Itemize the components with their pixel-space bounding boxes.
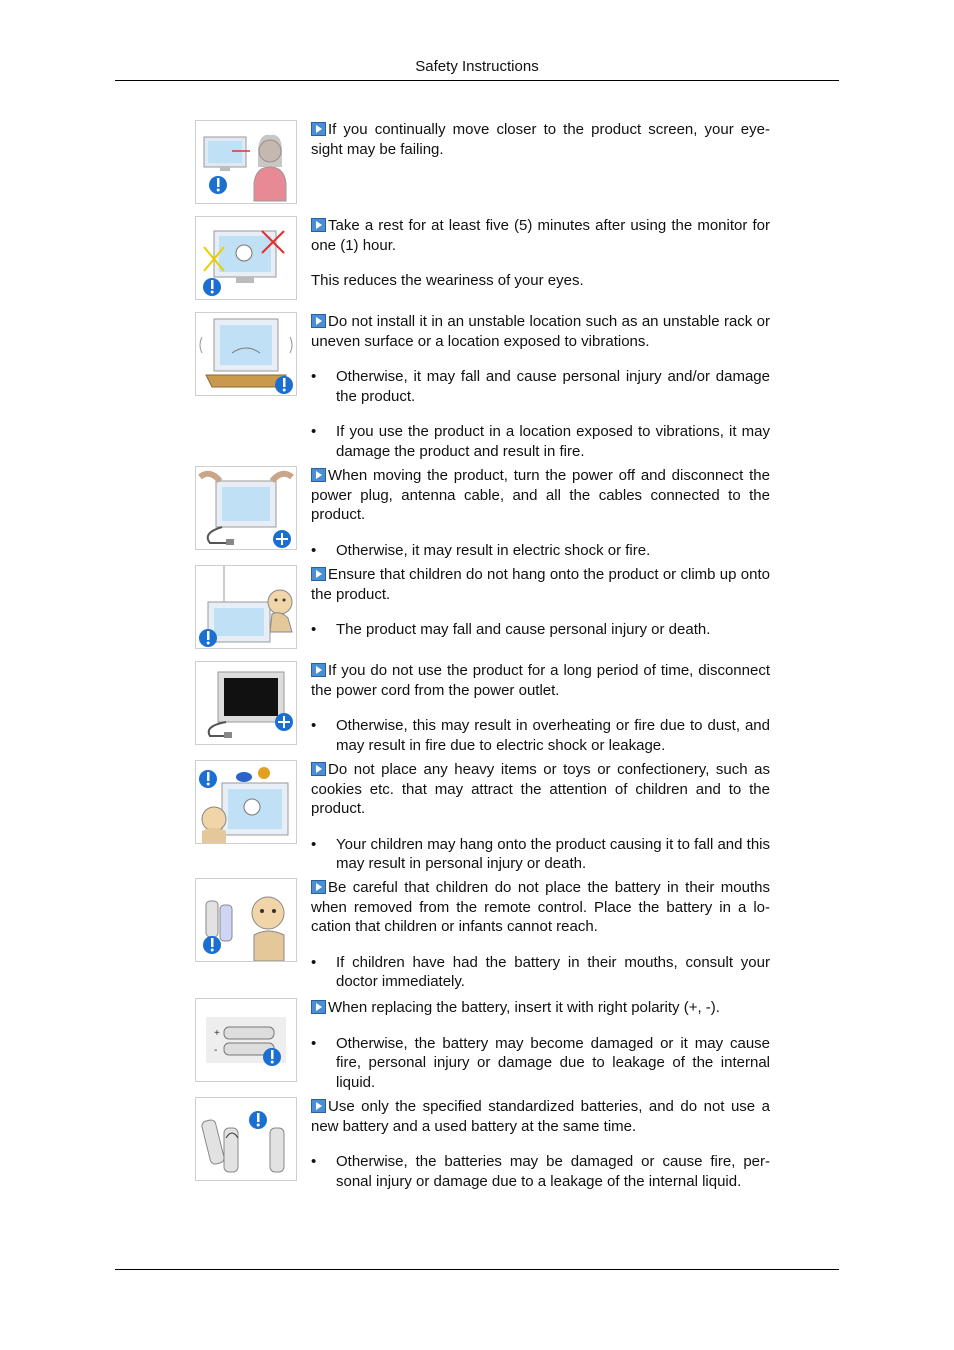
rest-eyes-warning-icon <box>195 216 297 300</box>
battery-polarity-warning-icon <box>195 998 297 1082</box>
blue-arrow-marker-icon <box>311 468 326 482</box>
footer-rule <box>115 1269 839 1270</box>
bullet-item: • The product may fall and cause personal injury or death. <box>311 621 711 638</box>
item-main-text: Be careful that children do not place the battery in their mouths when removed from the remote control. Place the battery in a lo-cation that children or infants cannot reach. <box>311 879 770 935</box>
bullet-item: • Otherwise, the batteries may be damaged or cause fire, per-sonal injury or damage due to a leakage of the internal liquid. <box>311 1153 770 1190</box>
item-extra-text: This reduces the weariness of your eyes. <box>311 272 584 289</box>
item-main-text: When replacing the battery, insert it with right polarity (+, -). <box>328 999 720 1016</box>
svg-text:-: - <box>214 1045 218 1056</box>
blue-arrow-marker-icon <box>311 122 326 136</box>
standard-batteries-warning-icon <box>195 1097 297 1181</box>
unstable-location-warning-icon <box>195 312 297 396</box>
moving-product-warning-icon <box>195 466 297 550</box>
bullet-item: • Your children may hang onto the product causing it to fall and this may result in personal injury or death. <box>311 835 770 872</box>
blue-arrow-marker-icon <box>311 567 326 581</box>
blue-arrow-marker-icon <box>311 218 326 232</box>
bullet-item: • If you use the product in a location exposed to vibrations, it may damage the product and result in fire. <box>311 423 770 460</box>
blue-arrow-marker-icon <box>311 880 326 894</box>
item-main-text: When moving the product, turn the power off and disconnect the power plug, antenna cable, and all the cables connected to the product. <box>311 467 770 523</box>
item-main-text: Use only the specified standardized batteries, and do not use a new battery and a used battery at the same time. <box>311 1098 770 1135</box>
item-main-text: Do not install it in an unstable location such as an unstable rack or uneven surface or a location exposed to vibrations. <box>311 313 770 350</box>
blue-arrow-marker-icon <box>311 762 326 776</box>
bullet-item: • Otherwise, it may fall and cause personal injury and/or damage the product. <box>311 368 770 405</box>
bullet-item: • Otherwise, the battery may become damaged or it may cause fire, personal injury or damage due to leakage of the internal liquid. <box>311 1034 770 1091</box>
svg-text:+: + <box>214 1028 220 1039</box>
battery-children-warning-icon <box>195 878 297 962</box>
item-main-text: If you do not use the product for a long period of time, disconnect the power cord from the power outlet. <box>311 662 770 699</box>
children-hanging-warning-icon <box>195 565 297 649</box>
blue-arrow-marker-icon <box>311 314 326 328</box>
blue-arrow-marker-icon <box>311 1000 326 1014</box>
bullet-item: • Otherwise, this may result in overheating or fire due to dust, and may result in fire due to electric shock or leakage. <box>311 717 770 754</box>
item-main-text: Ensure that children do not hang onto the product or climb up onto the product. <box>311 566 770 603</box>
page-header-title: Safety Instructions <box>415 58 539 75</box>
eye-closer-warning-icon <box>195 120 297 204</box>
header-rule <box>115 80 839 81</box>
bullet-item: • Otherwise, it may result in electric shock or fire. <box>311 541 651 559</box>
item-main-text: Take a rest for at least five (5) minutes after using the monitor for one (1) hour. <box>311 217 770 254</box>
blue-arrow-marker-icon <box>311 663 326 677</box>
item-main-text: If you continually move closer to the product screen, your eye-sight may be failing. <box>311 121 770 158</box>
bullet-item: • If children have had the battery in their mouths, consult your doctor immediately. <box>311 953 770 990</box>
blue-arrow-marker-icon <box>311 1099 326 1113</box>
unplug-long-period-icon <box>195 661 297 745</box>
item-main-text: Do not place any heavy items or toys or confectionery, such as cookies etc. that may attract the attention of children and to the product. <box>311 761 770 817</box>
heavy-items-toys-warning-icon <box>195 760 297 844</box>
